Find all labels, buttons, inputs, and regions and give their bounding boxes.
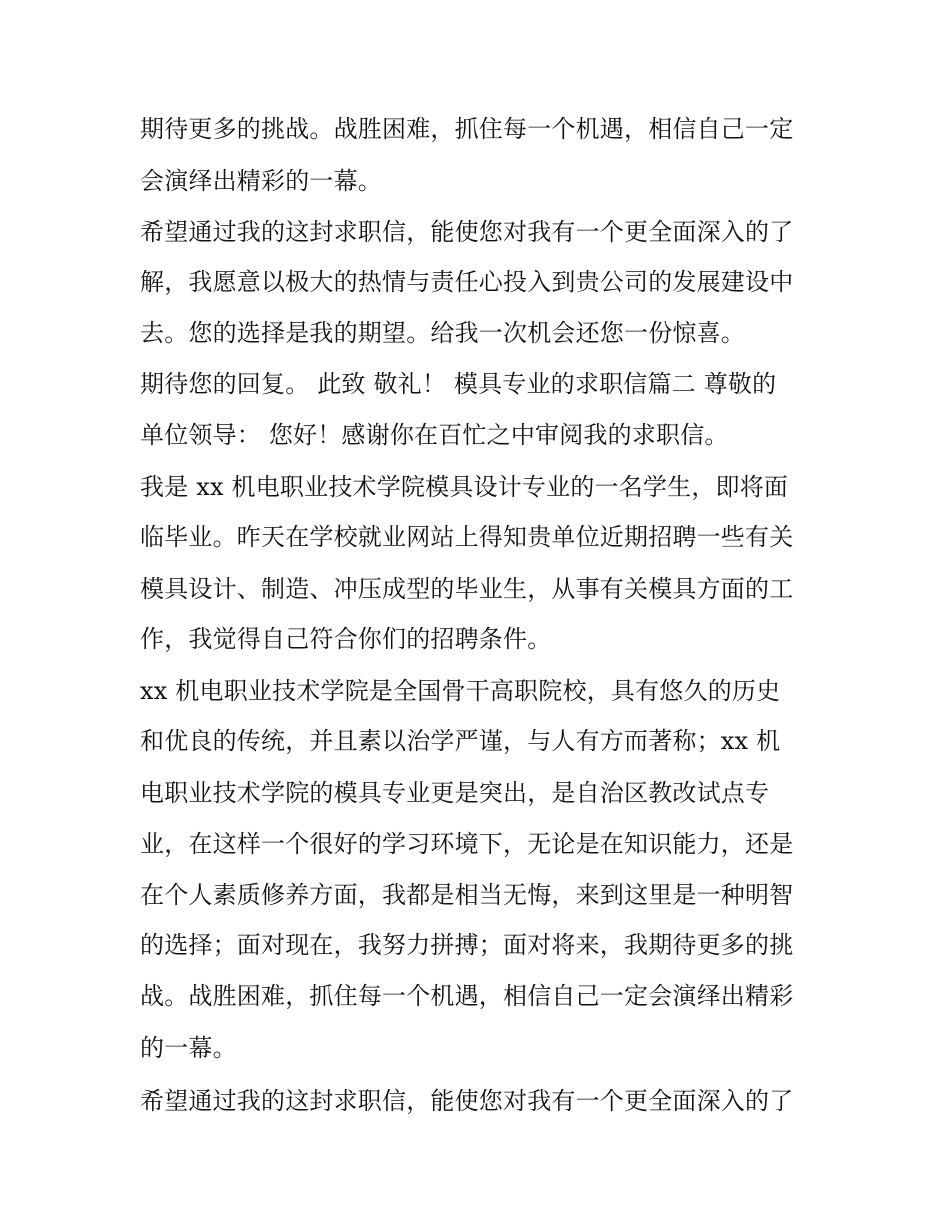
text-line: 在个人素质修养方面，我都是相当无悔，来到这里是一种明智 — [140, 881, 794, 909]
text-line: 单位领导： 您好！感谢你在百忙之中审阅我的求职信。 — [140, 421, 729, 449]
text-line: 作，我觉得自己符合你们的招聘条件。 — [140, 625, 552, 653]
text-line: 的一幕。 — [140, 1034, 237, 1062]
text-line: 和优良的传统，并且素以治学严谨，与人有方而著称；xx 机 — [140, 727, 781, 755]
text-line: xx 机电职业技术学院是全国骨干高职院校，具有悠久的历史 — [140, 677, 781, 705]
text-line: 临毕业。昨天在学校就业网站上得知贵单位近期招聘一些有关 — [140, 523, 794, 551]
text-line: 的选择；面对现在，我努力拼搏；面对将来，我期待更多的挑 — [140, 931, 794, 959]
text-line: 战。战胜困难，抓住每一个机遇，相信自己一定会演绎出精彩 — [140, 982, 794, 1010]
text-line: 我是 xx 机电职业技术学院模具设计专业的一名学生，即将面 — [140, 473, 789, 501]
text-line: 模具设计、制造、冲压成型的毕业生，从事有关模具方面的工 — [140, 575, 794, 603]
text-line: 期待您的回复。 此致 敬礼！ 模具专业的求职信篇二 尊敬的 — [140, 370, 777, 398]
text-line: 希望通过我的这封求职信，能使您对我有一个更全面深入的了 — [140, 218, 794, 246]
text-line: 业，在这样一个很好的学习环境下，无论是在知识能力，还是 — [140, 830, 794, 858]
text-line: 会演绎出精彩的一幕。 — [140, 167, 382, 195]
text-line: 电职业技术学院的模具专业更是突出，是自治区教改试点专 — [140, 779, 770, 807]
text-line: 期待更多的挑战。战胜困难，抓住每一个机遇，相信自己一定 — [140, 115, 794, 143]
text-line: 希望通过我的这封求职信，能使您对我有一个更全面深入的了 — [140, 1087, 794, 1115]
text-line: 去。您的选择是我的期望。给我一次机会还您一份惊喜。 — [140, 319, 745, 347]
text-line: 解，我愿意以极大的热情与责任心投入到贵公司的发展建设中 — [140, 268, 794, 296]
